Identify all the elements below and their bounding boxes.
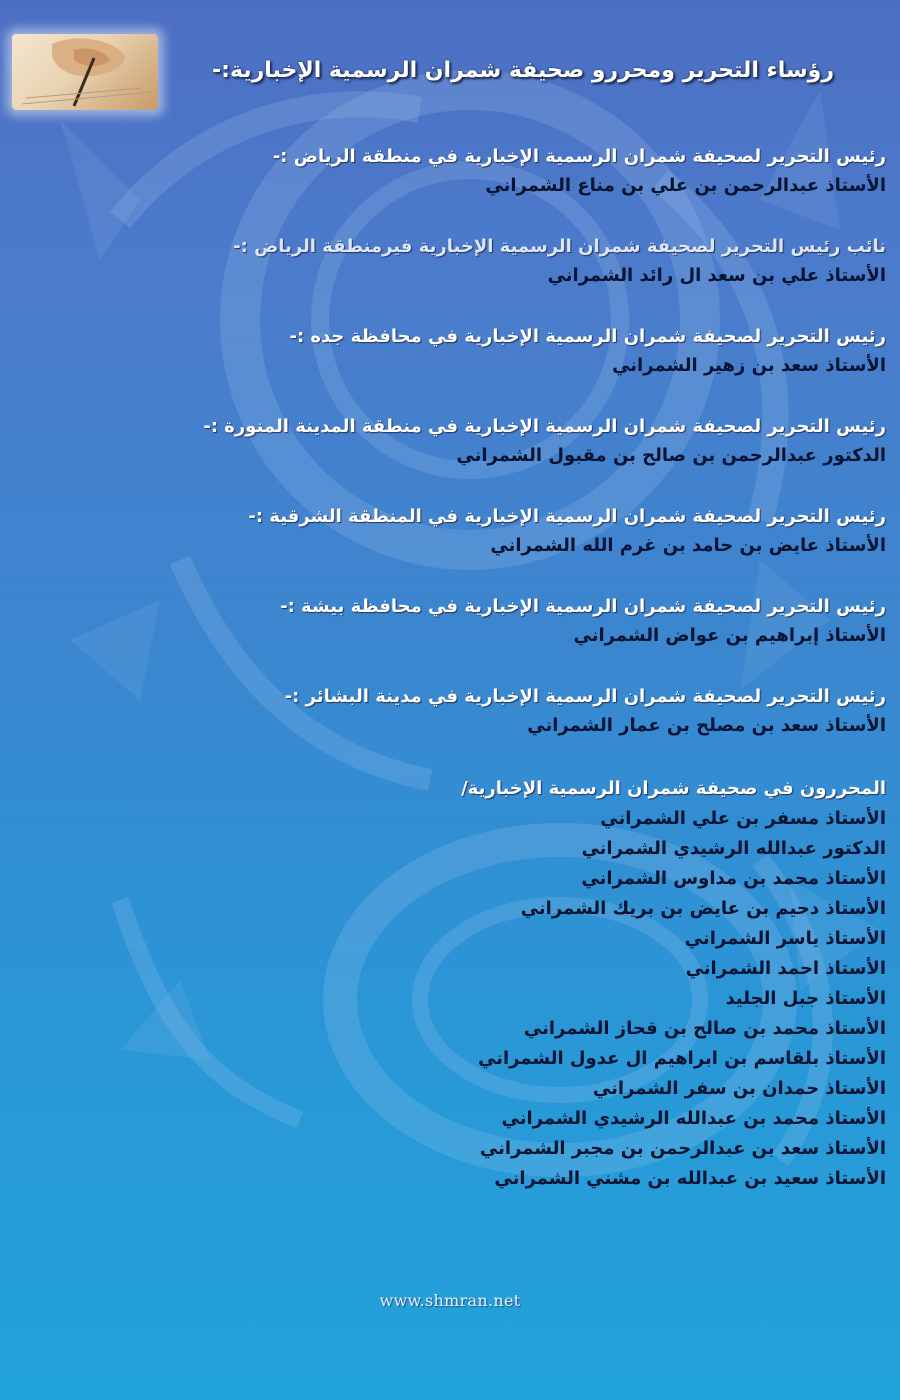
editor-name: الأستاذ محمد بن صالح بن قحاز الشمراني bbox=[523, 1018, 886, 1039]
editor-name: الدكتور عبدالله الرشيدي الشمراني bbox=[581, 838, 886, 859]
chief-role: رئيس التحرير لصحيفة شمران الرسمية الإخبارية في منطقة المدينة المنورة :- bbox=[203, 416, 886, 437]
editor-name: الأستاذ محمد بن مداوس الشمراني bbox=[581, 868, 886, 889]
content bbox=[14, 142, 886, 1194]
writing-hand-image bbox=[12, 34, 158, 110]
editor-name: الأستاذ سعد بن عبدالرحمن بن مجبر الشمراني bbox=[479, 1138, 886, 1159]
chief-section bbox=[14, 592, 886, 650]
chief-section bbox=[14, 502, 886, 560]
chief-name: الأستاذ علي بن سعد ال رائد الشمراني bbox=[547, 265, 886, 286]
chief-role: رئيس التحرير لصحيفة شمران الرسمية الإخبارية في محافظة بيشة :- bbox=[280, 596, 886, 617]
editor-name: الأستاذ سعيد بن عبدالله بن مشني الشمراني bbox=[494, 1168, 886, 1189]
pen-hand-icon bbox=[12, 34, 158, 110]
chief-section bbox=[14, 322, 886, 380]
editor-name: الأستاذ محمد بن عبدالله الرشيدي الشمراني bbox=[501, 1108, 886, 1129]
page-title: رؤساء التحرير ومحررو صحيفة شمران الرسمية الإخبارية:- bbox=[212, 58, 834, 83]
chief-name: الأستاذ سعد بن زهير الشمراني bbox=[612, 355, 886, 376]
chief-section bbox=[14, 232, 886, 290]
chief-name: الدكتور عبدالرحمن بن صالح بن مقبول الشمراني bbox=[456, 445, 886, 466]
chief-role: نائب رئيس التحرير لصحيفة شمران الرسمية الإخبارية فيرمنطقة الرياض :- bbox=[233, 236, 886, 257]
footer-website-link[interactable]: www.shmran.net bbox=[379, 1291, 521, 1310]
editor-name: الأستاذ بلقاسم بن ابراهيم ال عدول الشمراني bbox=[478, 1048, 886, 1069]
chief-role: رئيس التحرير لصحيفة شمران الرسمية الإخبارية في محافظة جده :- bbox=[289, 326, 886, 347]
editor-name: الأستاذ ياسر الشمراني bbox=[684, 928, 886, 949]
chief-name: الأستاذ عايض بن حامد بن غرم الله الشمراني bbox=[490, 535, 886, 556]
editor-name: الأستاذ احمد الشمراني bbox=[685, 958, 886, 979]
chief-section bbox=[14, 682, 886, 740]
editor-name: الأستاذ جبل الجليد bbox=[725, 988, 886, 1009]
chief-name: الأستاذ سعد بن مصلح بن عمار الشمراني bbox=[527, 715, 886, 736]
chief-role: رئيس التحرير لصحيفة شمران الرسمية الإخبارية في مدينة البشائر :- bbox=[284, 686, 886, 707]
editors-section bbox=[14, 774, 886, 1194]
editors-title: المحررون في صحيفة شمران الرسمية الإخبارية/ bbox=[461, 778, 886, 799]
chief-section bbox=[14, 412, 886, 470]
chief-section bbox=[14, 142, 886, 200]
chief-role: رئيس التحرير لصحيفة شمران الرسمية الإخبارية في المنطقة الشرقية :- bbox=[248, 506, 886, 527]
editor-name: الأستاذ مسفر بن علي الشمراني bbox=[600, 808, 886, 829]
editor-name: الأستاذ دحيم بن عايض بن بريك الشمراني bbox=[520, 898, 886, 919]
chief-name: الأستاذ إبراهيم بن عواض الشمراني bbox=[573, 625, 886, 646]
chief-name: الأستاذ عبدالرحمن بن علي بن مناع الشمراني bbox=[485, 175, 886, 196]
chief-role: رئيس التحرير لصحيفة شمران الرسمية الإخبارية في منطقة الرياض :- bbox=[272, 146, 886, 167]
editor-name: الأستاذ حمدان بن سفر الشمراني bbox=[592, 1078, 886, 1099]
